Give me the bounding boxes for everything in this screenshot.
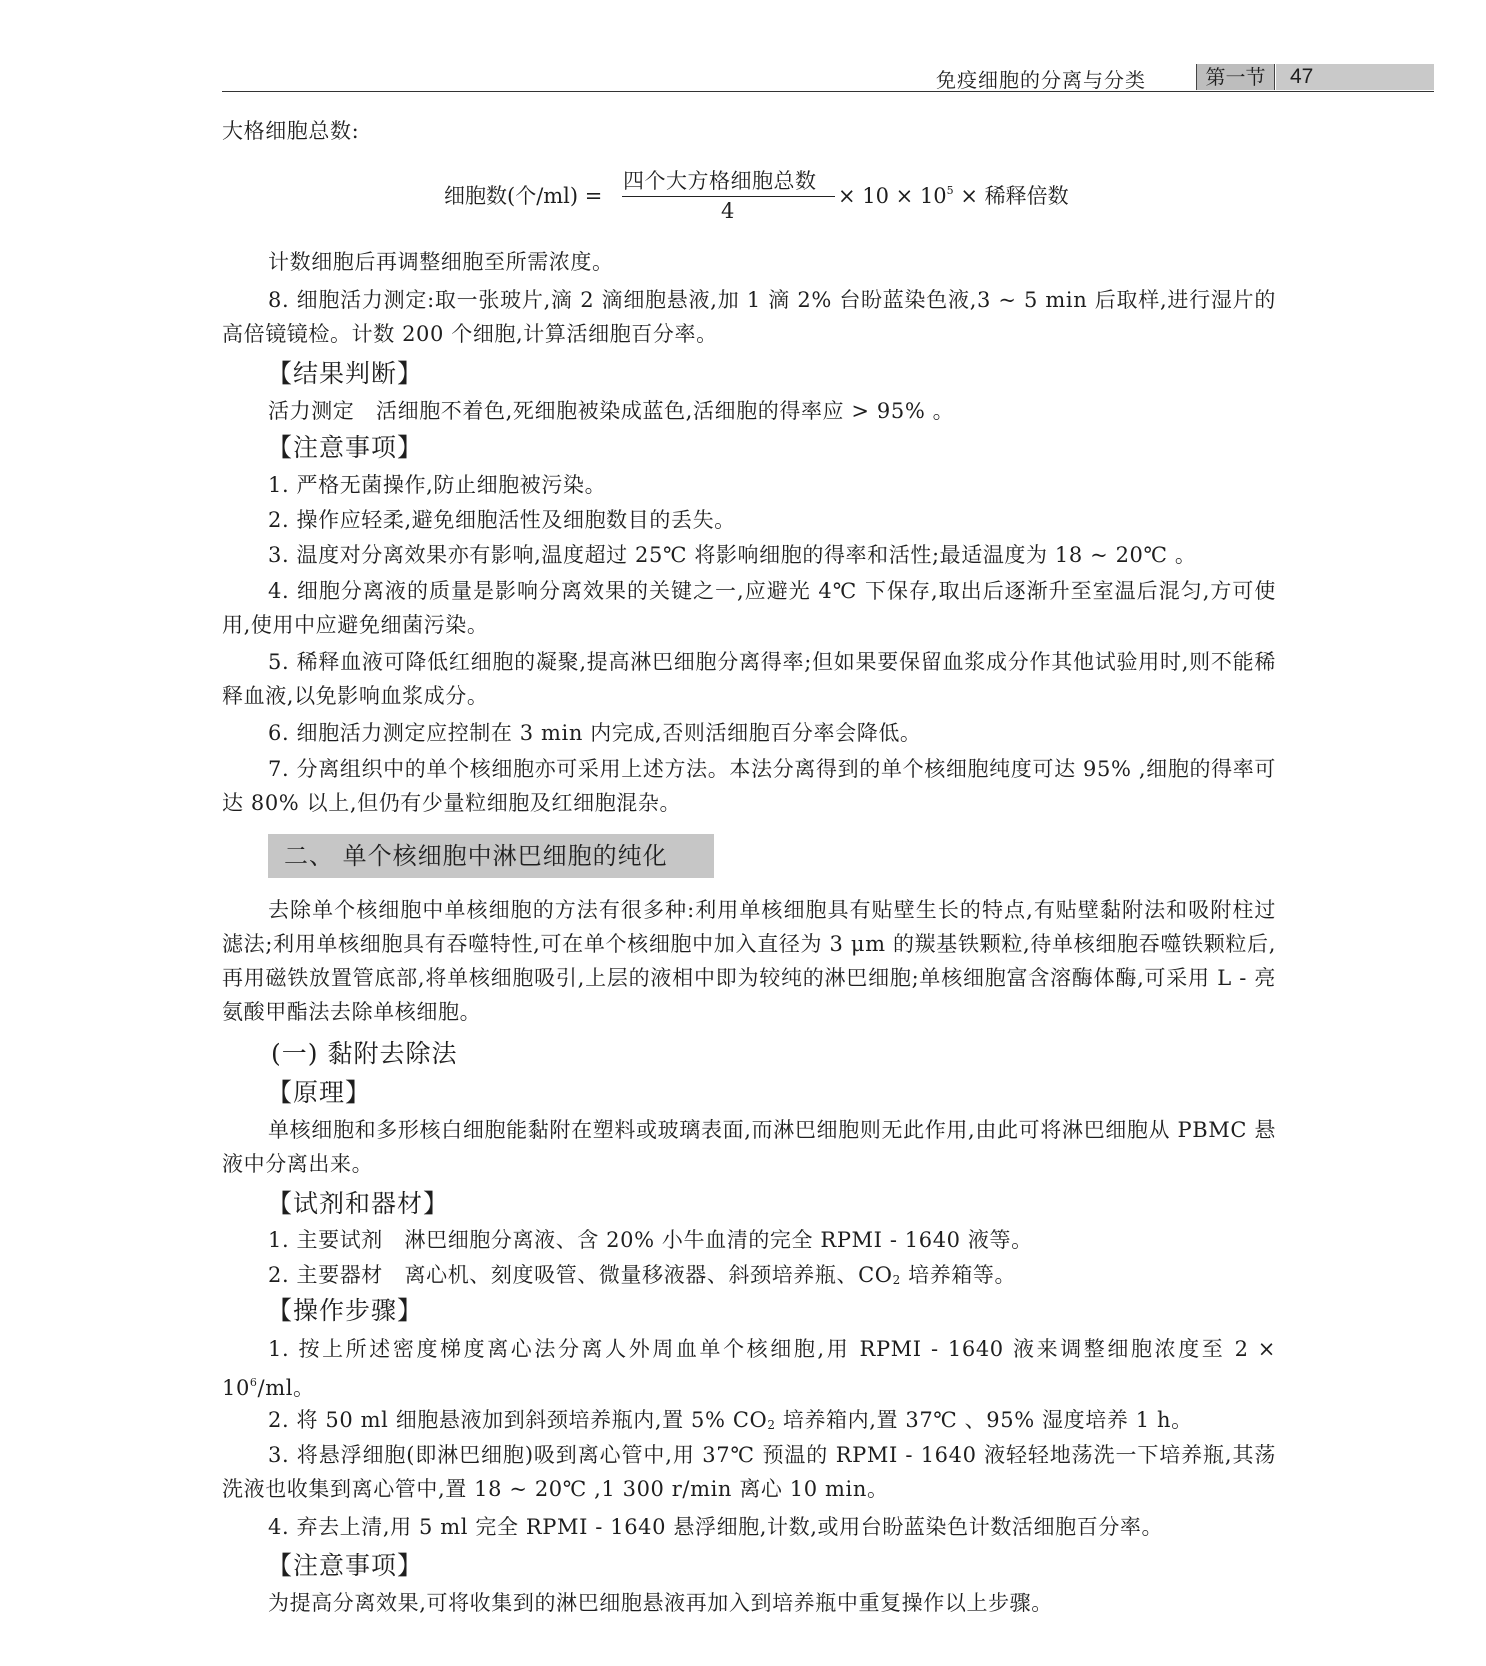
step-3: 3. 将悬浮细胞(即淋巴细胞)吸到离心管中,用 37℃ 预温的 RPMI - 1640 液轻轻地荡洗一下培养瓶,其荡洗液也收集到离心管中,置 18 ~ 20℃ ,1 300 r/min 离心 10 min。 [222, 1443, 1276, 1501]
fraction-bar [622, 196, 835, 197]
paragraph-total-count: 大格细胞总数: [222, 119, 360, 143]
note-2: 2. 操作应轻柔,避免细胞活性及细胞数目的丢失。 [268, 508, 736, 532]
reagent-1: 1. 主要试剂 淋巴细胞分离液、含 20% 小牛血清的完全 RPMI - 1640 液等。 [268, 1228, 1033, 1252]
formula-lhs: 细胞数(个/ml) = [444, 184, 603, 208]
result-text: 活力测定 活细胞不着色,死细胞被染成蓝色,活细胞的得率应 > 95% 。 [268, 399, 955, 423]
final-note: 为提高分离效果,可将收集到的淋巴细胞悬液再加入到培养瓶中重复操作以上步骤。 [268, 1591, 1053, 1615]
note-7: 7. 分离组织中的单个核细胞亦可采用上述方法。本法分离得到的单个核细胞纯度可达 95% ,细胞的得率可达 80% 以上,但仍有少量粒细胞及红细胞混杂。 [222, 757, 1276, 815]
note-1: 1. 严格无菌操作,防止细胞被污染。 [268, 473, 607, 497]
cell-count-formula [0, 165, 1486, 225]
step-1: 1. 按上所述密度梯度离心法分离人外周血单个核细胞,用 RPMI - 1640 液来调整细胞浓度至 $2 \times 10^6/ml$。 [222, 1337, 1276, 1400]
heading-principle: 【原理】 [267, 1078, 372, 1107]
formula-rhs: × $10 \times 10^5$ × 稀释倍数 [838, 184, 1069, 208]
page-number: 47 [1276, 64, 1434, 90]
paragraph-adjust: 计数细胞后再调整细胞至所需浓度。 [268, 250, 614, 274]
heading-result: 【结果判断】 [267, 359, 424, 388]
step-2: 2. 将 50 ml 细胞悬液加到斜颈培养瓶内,置 5% $CO_2$ 培养箱内,置 37℃ 、95% 湿度培养 1 h。 [268, 1408, 1193, 1432]
step-4: 4. 弃去上清,用 5 ml 完全 RPMI - 1640 悬浮细胞,计数,或用台盼蓝染色计数活细胞百分率。 [268, 1515, 1164, 1539]
paragraph-intro: 去除单个核细胞中单核细胞的方法有很多种:利用单核细胞具有贴壁生长的特点,有贴壁黏附法和吸附柱过滤法;利用单核细胞具有吞噬特性,可在单个核细胞中加入直径为 3 μm 的羰基铁颗粒,待单核细胞吞噬铁颗粒后,再用磁铁放置管底部,将单核细胞吸引,上层的液相中即为较纯的淋巴细胞;单核细胞富含溶酶体酶,可采用 L - 亮氨酸甲酯法去除单核细胞。 [222, 898, 1276, 1024]
note-6: 6. 细胞活力测定应控制在 3 min 内完成,否则活细胞百分率会降低。 [268, 721, 922, 745]
header-chapter-title: 免疫细胞的分离与分类 [936, 68, 1146, 92]
heading-notes-2: 【注意事项】 [267, 1551, 424, 1580]
header-section-label: 第一节 [1196, 64, 1275, 90]
heading-notes: 【注意事项】 [267, 433, 424, 462]
note-3: 3. 温度对分离效果亦有影响,温度超过 25℃ 将影响细胞的得率和活性;最适温度为 18 ~ 20℃ 。 [268, 543, 1197, 567]
note-4: 4. 细胞分离液的质量是影响分离效果的关键之一,应避光 4℃ 下保存,取出后逐渐升至室温后混匀,方可使用,使用中应避免细菌污染。 [222, 579, 1276, 637]
heading-steps: 【操作步骤】 [267, 1296, 424, 1325]
section-heading-2: 二、 单个核细胞中淋巴细胞的纯化 [268, 834, 714, 878]
header-rule [222, 91, 1434, 92]
reagent-2: 2. 主要器材 离心机、刻度吸管、微量移液器、斜颈培养瓶、$CO_2$ 培养箱等。 [268, 1263, 1017, 1287]
subheading-adhesion: (一) 黏附去除法 [271, 1039, 458, 1068]
formula-denominator: 4 [721, 199, 735, 223]
principle-text: 单核细胞和多形核白细胞能黏附在塑料或玻璃表面,而淋巴细胞则无此作用,由此可将淋巴细胞从 PBMC 悬液中分离出来。 [222, 1118, 1276, 1176]
step-8-viability: 8. 细胞活力测定:取一张玻片,滴 2 滴细胞悬液,加 1 滴 2% 台盼蓝染色液,3 ~ 5 min 后取样,进行湿片的高倍镜镜检。计数 200 个细胞,计算活细胞百分率。 [222, 288, 1276, 346]
note-5: 5. 稀释血液可降低红细胞的凝聚,提高淋巴细胞分离得率;但如果要保留血浆成分作其他试验用时,则不能稀释血液,以免影响血浆成分。 [222, 650, 1276, 708]
heading-reagents: 【试剂和器材】 [267, 1189, 450, 1218]
formula-numerator: 四个大方格细胞总数 [623, 169, 817, 193]
